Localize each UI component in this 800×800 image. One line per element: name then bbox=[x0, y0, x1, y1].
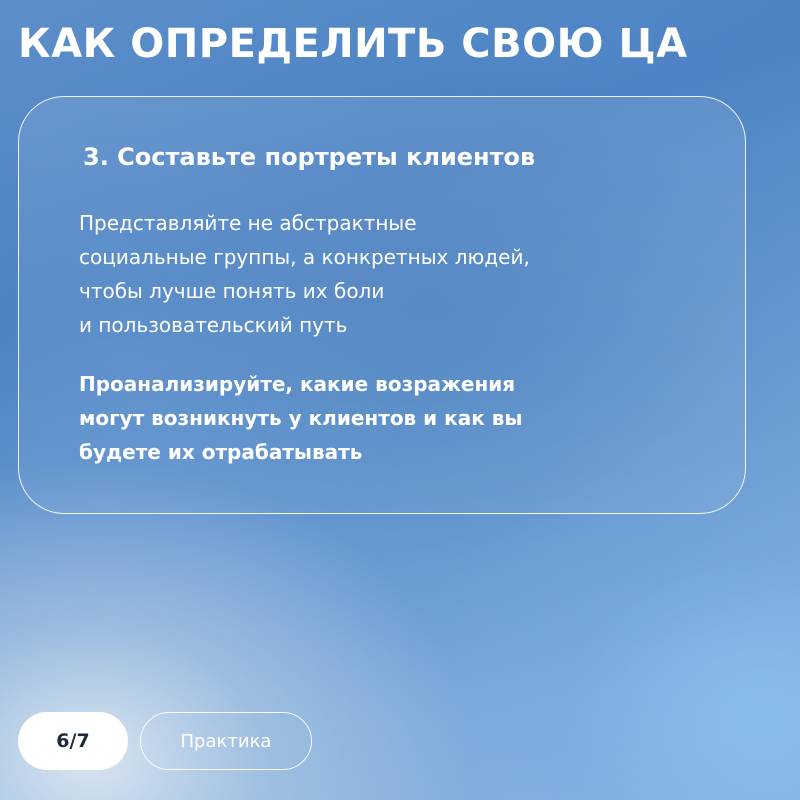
card-heading: 3. Составьте портреты клиентов bbox=[83, 143, 536, 171]
section-tag: Практика bbox=[140, 712, 312, 770]
card-highlight: Проанализируйте, какие возражения могут возникнуть у клиентов и как вы будете их отрабатывать bbox=[79, 372, 523, 464]
card-description: Представляйте не абстрактные социальные группы, а конкретных людей, чтобы лучше понять их боли и пользовательский путь bbox=[79, 211, 530, 337]
content-card bbox=[18, 96, 746, 514]
page-counter: 6/7 bbox=[18, 712, 128, 770]
page-title: КАК ОПРЕДЕЛИТЬ СВОЮ ЦА bbox=[18, 21, 688, 67]
